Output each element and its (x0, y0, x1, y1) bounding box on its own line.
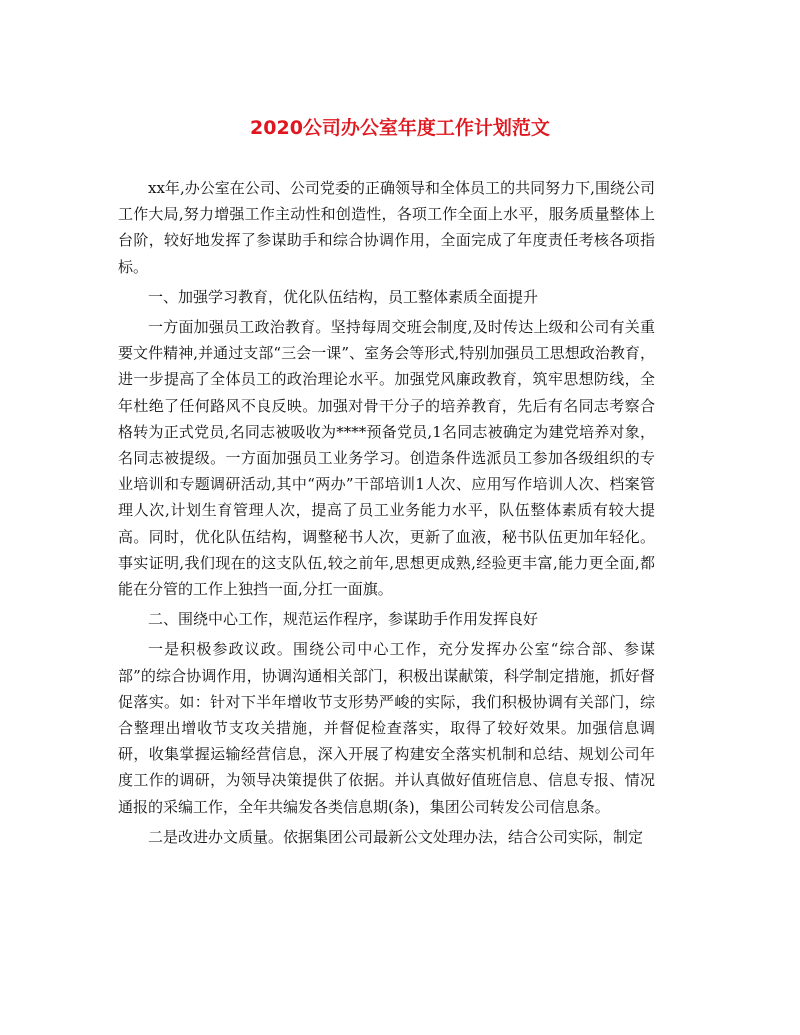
paragraph-participation: 一是积极参政议政。围绕公司中心工作，充分发挥办公室“综合部、参谋部”的综合协调作用，协调沟通相关部门，积极出谋献策，科学制定措施，抓好督促落实。如：针对下半年增收节支形势严峻的实际，我们积极协调有关部门，综合整理出增收节支攻关措施，并督促检查落实，取得了较好效果。加强信息调研，收集掌握运输经营信息，深入开展了构建安全落实机制和总结、规划公司年度工作的调研，为领导决策提供了依据。并认真做好值班信息、信息专报、情况通报的采编工作，全年共编发各类信息期(条)，集团公司转发公司信息条。 (118, 640, 655, 816)
paragraph-education: 一方面加强员工政治教育。坚持每周交班会制度,及时传达上级和公司有关重要文件精神,并通过支部“三会一课”、室务会等形式,特别加强员工思想政治教育，进一步提高了全体员工的政治理论水平。加强党风廉政教育，筑牢思想防线，全年杜绝了任何路风不良反映。加强对骨干分子的培养教育，先后有名同志考察合格转为正式党员,名同志被吸收为****预备党员,1名同志被确定为建党培养对象，名同志被提级。一方面加强员工业务学习。创造条件选派员工参加各级组织的专业培训和专题调研活动,其中“两办”干部培训1人次、应用写作培训人次、档案管理人次,计划生育管理人次，提高了员工业务能力水平，队伍整体素质有较大提高。同时，优化队伍结构，调整秘书人次，更新了血液，秘书队伍更加年轻化。事实证明,我们现在的这支队伍,较之前年,思想更成熟,经验更丰富,能力更全面,都能在分管的工作上独挡一面,分扛一面旗。 (118, 318, 655, 599)
section-heading-1: 一、加强学习教育，优化队伍结构，员工整体素质全面提升 (148, 287, 539, 306)
paragraph-intro: xx年,办公室在公司、公司党委的正确领导和全体员工的共同努力下,围绕公司工作大局,努力增强工作主动性和创造性，各项工作全面上水平，服务质量整体上台阶，较好地发挥了参谋助手和综合协调作用，全面完成了年度责任考核各项指标。 (118, 179, 655, 276)
document-body (118, 175, 655, 854)
document-title: 2020公司办公室年度工作计划范文 (250, 117, 550, 139)
paragraph-document-quality: 二是改进办文质量。依据集团公司最新公文处理办法，结合公司实际，制定 (148, 827, 644, 846)
section-heading-2: 二、围绕中心工作，规范运作程序，参谋助手作用发挥良好 (148, 610, 539, 629)
